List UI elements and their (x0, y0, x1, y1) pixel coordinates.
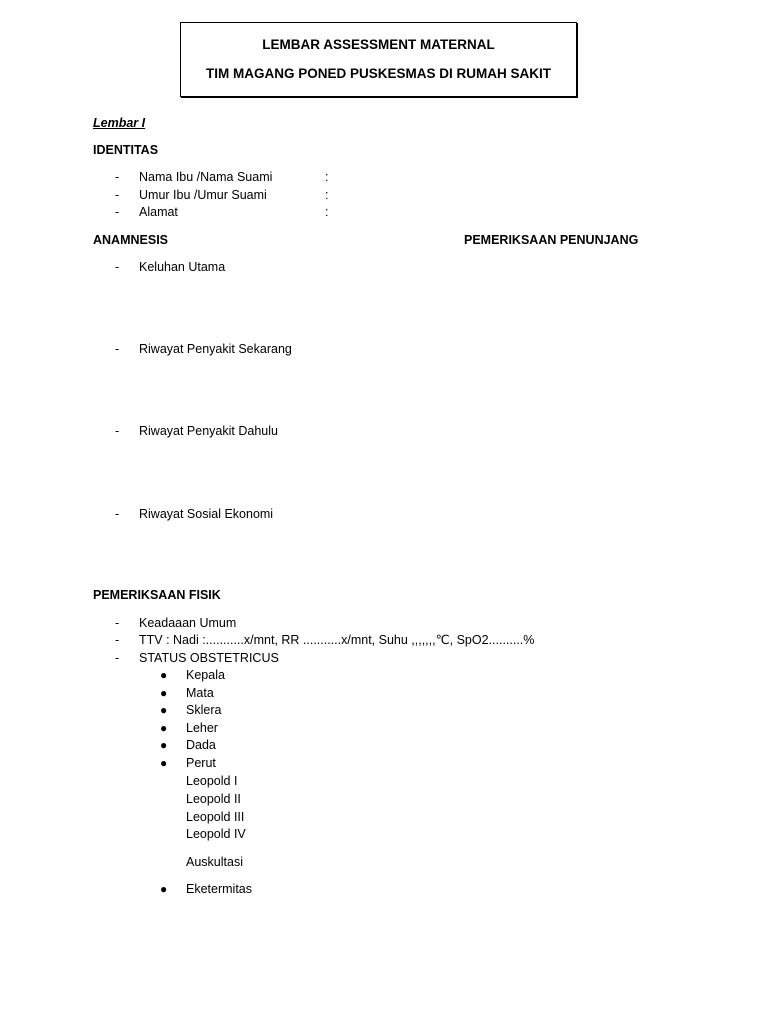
leopold-4: Leopold IV (186, 827, 246, 841)
lembar-label: Lembar I (93, 116, 146, 130)
list-dash: - (115, 188, 120, 202)
list-dash: - (115, 170, 120, 184)
leopold-1: Leopold I (186, 774, 238, 788)
penunjang-heading: PEMERIKSAAN PENUNJANG (464, 233, 639, 247)
auskultasi: Auskultasi (186, 855, 243, 869)
obstetricus-mata: Mata (186, 686, 214, 700)
title-box (180, 22, 577, 97)
bullet: ● (160, 703, 168, 717)
identitas-colon: : (325, 205, 329, 219)
bullet: ● (160, 721, 168, 735)
anamnesis-heading: ANAMNESIS (93, 233, 169, 247)
anamnesis-riwayat-sosial: Riwayat Sosial Ekonomi (139, 507, 274, 521)
fisik-status-obstetricus: STATUS OBSTETRICUS (139, 651, 279, 665)
title-line-1: LEMBAR ASSESSMENT MATERNAL (262, 37, 495, 52)
bullet: ● (160, 686, 168, 700)
title-line-2: TIM MAGANG PONED PUSKESMAS DI RUMAH SAKIT (205, 66, 551, 81)
bullet: ● (160, 738, 168, 752)
ekstremitas: Eketermitas (186, 882, 252, 896)
identitas-item-nama: Nama Ibu /Nama Suami (139, 170, 273, 184)
obstetricus-leher: Leher (186, 721, 218, 735)
list-dash: - (115, 651, 120, 665)
list-dash: - (115, 633, 120, 647)
identitas-colon: : (325, 188, 329, 202)
obstetricus-dada: Dada (186, 738, 216, 752)
fisik-ttv: TTV : Nadi :...........x/mnt, RR ...........x/mnt, Suhu ,,,,,,,℃, SpO2..........% (139, 633, 535, 647)
obstetricus-perut: Perut (186, 756, 216, 770)
list-dash: - (115, 616, 120, 630)
anamnesis-riwayat-sekarang: Riwayat Penyakit Sekarang (139, 342, 292, 356)
bullet: ● (160, 882, 168, 896)
obstetricus-sklera: Sklera (186, 703, 222, 717)
identitas-heading: IDENTITAS (93, 143, 159, 157)
list-dash: - (115, 342, 120, 356)
list-dash: - (115, 424, 120, 438)
identitas-colon: : (325, 170, 329, 184)
identitas-item-alamat: Alamat (139, 205, 178, 219)
bullet: ● (160, 756, 168, 770)
anamnesis-keluhan-utama: Keluhan Utama (139, 260, 226, 274)
obstetricus-kepala: Kepala (186, 668, 225, 682)
fisik-keadaan-umum: Keadaaan Umum (139, 616, 237, 630)
list-dash: - (115, 205, 120, 219)
list-dash: - (115, 260, 120, 274)
list-dash: - (115, 507, 120, 521)
leopold-3: Leopold III (186, 810, 245, 824)
identitas-item-umur: Umur Ibu /Umur Suami (139, 188, 267, 202)
fisik-heading: PEMERIKSAAN FISIK (93, 588, 221, 602)
anamnesis-riwayat-dahulu: Riwayat Penyakit Dahulu (139, 424, 278, 438)
leopold-2: Leopold II (186, 792, 241, 806)
bullet: ● (160, 668, 168, 682)
